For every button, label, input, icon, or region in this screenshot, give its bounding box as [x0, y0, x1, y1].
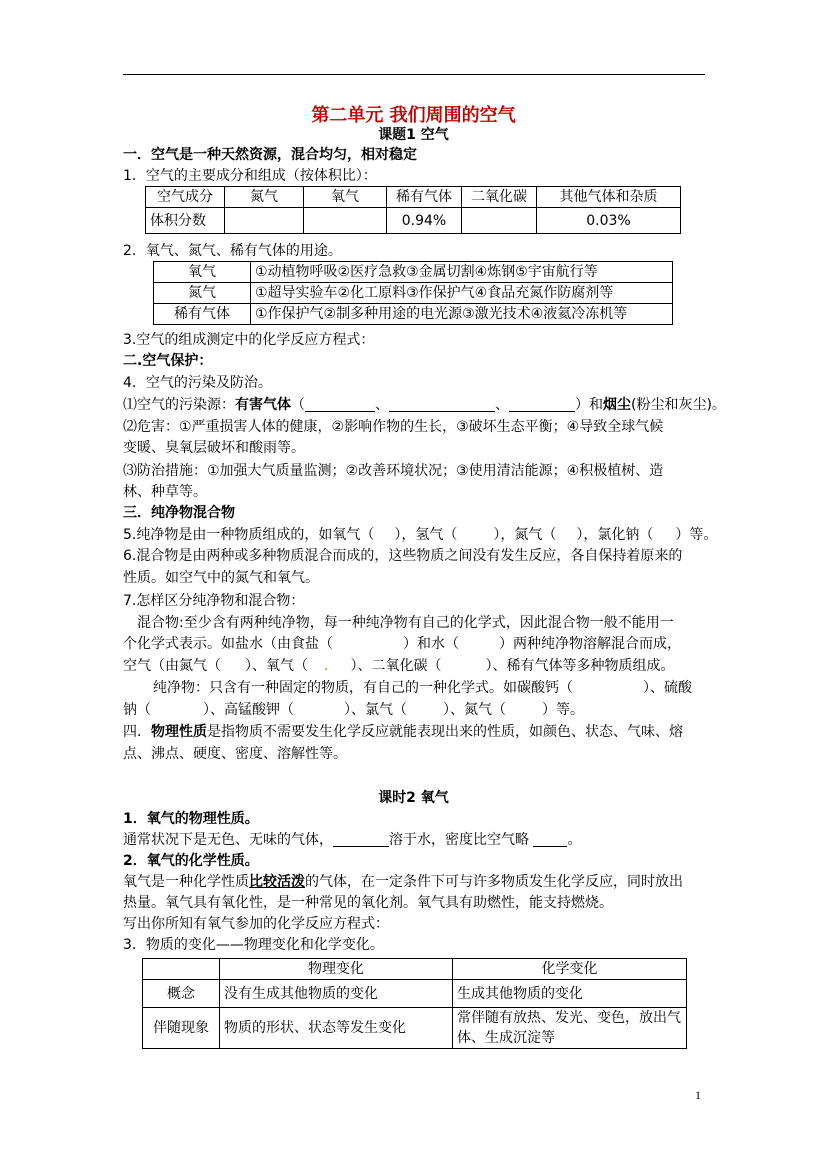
q3-text: 3.空气的组成测定中的化学反应方程式： [123, 332, 375, 348]
lesson2-heading: 课时2 氧气 [378, 790, 449, 806]
blank[interactable] [533, 832, 567, 847]
q4-text: 4．空气的污染及防治。 [123, 375, 272, 391]
equation-prompt: 写出你所知有氧气参加的化学反应方程式： [123, 916, 389, 932]
oxygen-chemical-line2: 热量。氧气具有氧化性，是一种常见的氧化剂。氧气具有助燃性，能支持燃烧。 [123, 895, 613, 911]
blank[interactable] [333, 832, 389, 847]
pure-line2: 钠（ ）、高锰酸钾（ ）、氯气（ ）、氮气（ ）等。 [123, 702, 584, 718]
q1-text: 1．空气的主要成分和组成（按体积比）： [123, 168, 377, 184]
harm-line2: 变暖、臭氧层破坏和酸雨等。 [123, 440, 305, 456]
oxygen-chemical-line1: 氧气是一种化学性质比较活泼的气体，在一定条件下可与许多物质发生化学反应，同时放出 [123, 874, 683, 890]
q3-change-text: 3．物质的变化——物理变化和化学变化。 [123, 937, 384, 953]
mixture-line2: 个化学式表示。如盐水（由食盐（ ）和水（ ）两种纯净物溶解混合而成， [123, 636, 681, 652]
measures-line1: ⑶防治措施：①加强大气质量监测；②改善环境状况；③使用清洁能源；④积极植树、造 [123, 463, 664, 479]
q5-text: 5.纯净物是由一种物质组成的，如氧气（ ），氢气（ ），氮气（ ），氯化钠（ ）等。 [123, 527, 718, 543]
q7-text: 7.怎样区分纯净物和混合物： [123, 593, 305, 609]
harm-line1: ⑵危害：①严重损害人体的健康，②影响作物的生长，③破坏生态平衡；④导致全球气候 [123, 419, 664, 435]
page-title: 第二单元 我们周围的空气 [311, 105, 516, 126]
section3-heading: 三．纯净物混合物 [123, 505, 235, 521]
q6-line2: 性质。如空气中的氮气和氧气。 [123, 570, 319, 586]
lesson1-heading: 课题1 空气 [378, 127, 449, 143]
section2-heading: 二.空气保护： [123, 353, 213, 369]
air-composition-table: 空气成分 氮气 氧气 稀有气体 二氧化碳 其他气体和杂质 体积分数 0.94% 0.03% [145, 186, 681, 234]
oxygen-physical-heading: 1．氧气的物理性质。 [123, 811, 259, 827]
mixture-line1: 混合物:至少含有两种纯净物，每一种纯净物有自己的化学式，因此混合物一般不能用一 [137, 615, 674, 631]
change-comparison-table: 物理变化 化学变化 概念 没有生成其他物质的变化 生成其他物质的变化 伴随现象 物质的形状、状态等发生变化 常伴随有放热、发光、变色，放出气体、生成沉淀等 [142, 958, 687, 1049]
mixture-line3: 空气（由氮气（ ）、氧气（ . ）、二氧化碳（ ）、稀有气体等多种物质组成。 [123, 658, 675, 674]
gas-uses-table: 氧气 ①动植物呼吸②医疗急救③金属切割④炼钢⑤宇宙航行等 氮气 ①超导实验车②化工原料③作保护气④食品充氮作防腐剂等 稀有气体 ①作保护气②制多种用途的电光源③激光技术④液氦冷冻机等 [153, 261, 673, 325]
header-rule [123, 74, 705, 75]
oxygen-chemical-heading: 2．氧气的化学性质。 [123, 853, 259, 869]
section1-heading: 一．空气是一种天然资源，混合均匀，相对稳定 [123, 147, 417, 163]
physical-property-line1: 四．物理性质是指物质不需要发生化学反应就能表现出来的性质，如颜色、状态、气味、熔 [123, 724, 683, 740]
page-number: 1 [695, 1088, 701, 1102]
blank[interactable] [389, 397, 495, 412]
pure-line1: 纯净物：只含有一种固定的物质，有自己的一种化学式。如碳酸钙（ ）、硫酸 [153, 680, 692, 696]
oxygen-physical-text: 通常状况下是无色、无味的气体， 溶于水，密度比空气略 。 [123, 832, 582, 848]
blank[interactable] [509, 397, 575, 412]
pollution-sources: ⑴空气的污染源：有害气体（ 、 、 ）和烟尘(粉尘和灰尘)。 [123, 397, 726, 413]
physical-property-line2: 点、沸点、硬度、密度、溶解性等。 [123, 746, 347, 762]
measures-line2: 林、种草等。 [123, 484, 207, 500]
blank[interactable] [305, 397, 375, 412]
q2-text: 2．氧气、氮气、稀有气体的用途。 [123, 243, 342, 259]
q6-line1: 6.混合物是由两种或多种物质混合而成的，这些物质之间没有发生反应，各自保持着原来的 [123, 548, 683, 564]
